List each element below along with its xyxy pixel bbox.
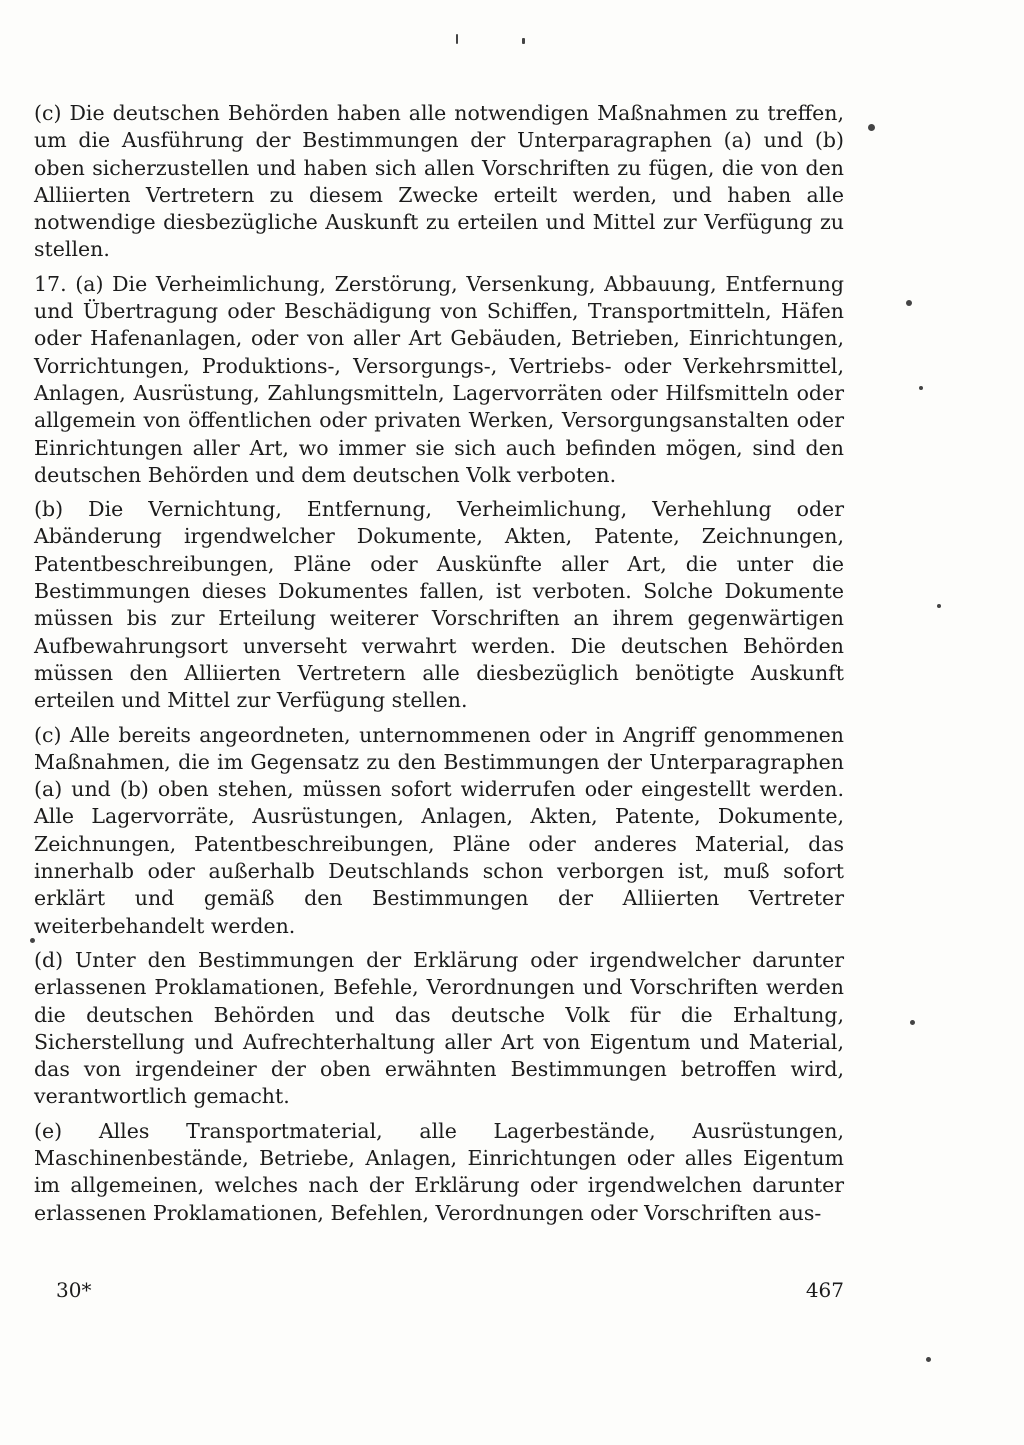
page-number: 467 — [805, 1278, 844, 1302]
scan-speck — [937, 604, 941, 608]
scan-speck — [868, 124, 875, 131]
paragraph-17c: (c) Alle bereits angeordneten, unternommenen oder in Angriff genommenen Maßnahmen, die im Gegensatz zu den Bestimmungen der Unterparagraphen (a) und (b) oben stehen, müssen sofort widerrufen oder eingestellt werden. Alle Lagervorräte, Ausrüstungen, Anlagen, Akten, Patente, Dokumente, Zeichnungen, Patentbeschreibungen, Pläne oder anderes Material, das innerhalb oder außerhalb Deutschlands schon verborgen ist, muß sofort erklärt und gemäß den Bestimmungen der Alliierten Vertreter weiterbehandelt werden. — [34, 722, 844, 938]
scan-speck — [456, 34, 458, 44]
scan-speck — [906, 300, 912, 306]
scan-speck — [919, 386, 923, 390]
paragraph-16c: (c) Die deutschen Behörden haben alle notwendigen Maßnahmen zu treffen, um die Ausführung der Bestimmungen der Unterparagraphen (a) und (b) oben sicherzustellen und haben sich allen Vorschriften zu fügen, die von den Alliierten Vertretern zu diesem Zwecke erteilt werden, und haben alle notwendige diesbezügliche Auskunft zu erteilen und Mittel zur Verfügung zu stellen. — [34, 101, 844, 262]
scan-speck — [910, 1020, 915, 1025]
body-text — [34, 100, 844, 1234]
scan-speck — [30, 938, 35, 943]
scan-speck — [926, 1357, 931, 1362]
paragraph-17a: 17. (a) Die Verheimlichung, Zerstörung, Versenkung, Abbauung, Entfernung und Übertragung oder Beschädigung von Schiffen, Transportmitteln, Häfen oder Hafenanlagen, oder von aller Art Gebäuden, Betrieben, Einrichtungen, Vorrichtungen, Produktions-, Versorgungs-, Vertriebs- oder Verkehrsmittel, Anlagen, Ausrüstung, Zahlungsmitteln, Lagervorräten oder Hilfsmitteln oder allgemein von öffentlichen oder privaten Werken, Versorgungsanstalten oder Einrichtungen aller Art, wo immer sie sich auch befinden mögen, sind den deutschen Behörden und dem deutschen Volk verboten. — [34, 271, 844, 487]
paragraph-17e: (e) Alles Transportmaterial, alle Lagerbestände, Ausrüstungen, Maschinenbestände, Betriebe, Anlagen, Einrichtungen oder alles Eigentum im allgemeinen, welches nach der Erklärung oder irgendwelchen darunter erlassenen Proklamationen, Befehlen, Verordnungen oder Vorschriften aus- — [34, 1118, 844, 1225]
signature-mark: 30* — [56, 1278, 92, 1302]
paragraph-17b: (b) Die Vernichtung, Entfernung, Verheimlichung, Verhehlung oder Abänderung irgendwelcher Dokumente, Akten, Patente, Zeichnungen, Patentbeschreibungen, Pläne oder Auskünfte aller Art, die unter die Bestimmungen dieses Dokumentes fallen, ist verboten. Solche Dokumente müssen bis zur Erteilung weiterer Vorschriften an ihrem gegenwärtigen Aufbewahrungsort unverseht verwahrt werden. Die deutschen Behörden müssen den Alliierten Vertretern alle diesbezüglich benötigte Auskunft erteilen und Mittel zur Verfügung stellen. — [34, 497, 844, 713]
scan-speck — [522, 38, 525, 44]
paragraph-17d: (d) Unter den Bestimmungen der Erklärung oder irgendwelcher darunter erlassenen Proklamationen, Befehle, Verordnungen und Vorschriften werden die deutschen Behörden und das deutsche Volk für die Erhaltung, Sicherstellung und Aufrechterhaltung aller Art von Eigentum und Material, das von irgendeiner der oben erwähnten Bestimmungen betroffen wird, verantwortlich gemacht. — [34, 947, 844, 1109]
